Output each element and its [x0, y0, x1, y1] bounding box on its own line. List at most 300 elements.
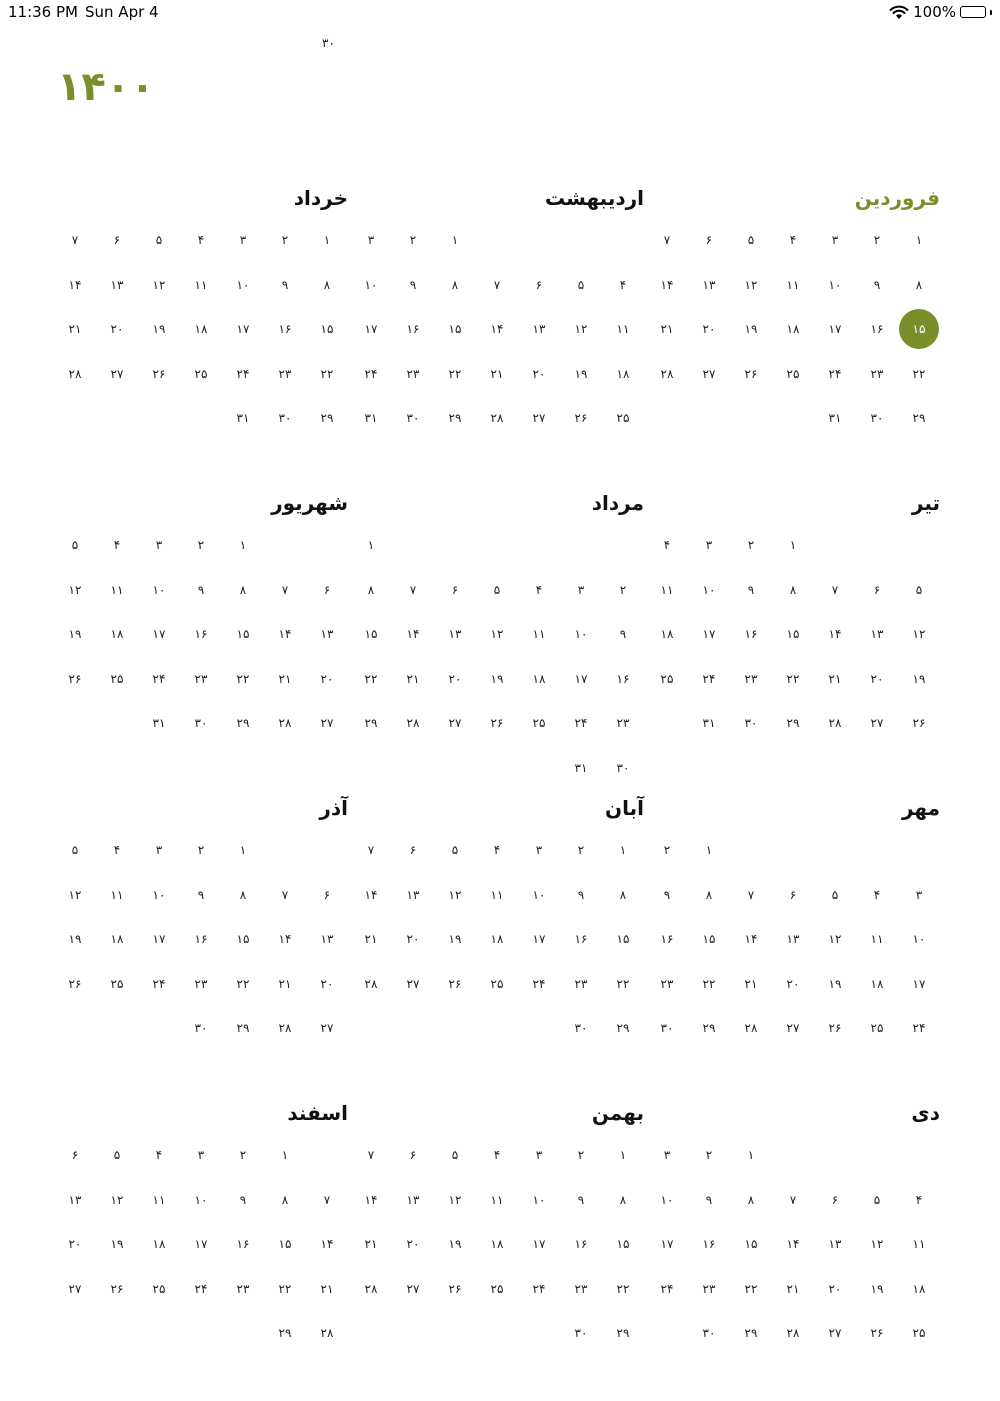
day-cell[interactable]: ۸	[619, 887, 627, 902]
day-cell[interactable]: ۱۹	[744, 322, 758, 336]
day-cell[interactable]: ۱۹	[870, 1281, 884, 1296]
day-cell[interactable]: ۲۹	[616, 1326, 630, 1340]
day-cell[interactable]: ۴	[113, 538, 121, 552]
day-cell[interactable]: ۱۴	[786, 1237, 800, 1251]
day-cell[interactable]: ۹	[239, 1192, 247, 1207]
day-cell[interactable]: ۱۰	[532, 1192, 546, 1207]
day-cell[interactable]: ۱	[239, 538, 247, 552]
day-cell[interactable]: ۱۴	[320, 1237, 334, 1251]
day-cell[interactable]: ۳۰	[278, 411, 292, 425]
day-cell[interactable]: ۱۷	[364, 322, 378, 336]
day-cell[interactable]: ۲۸	[278, 716, 292, 730]
day-cell[interactable]: ۲	[577, 843, 585, 857]
day-cell[interactable]: ۱۵	[786, 627, 800, 641]
day-cell[interactable]: ۲۸	[786, 1326, 800, 1340]
day-cell[interactable]: ۳۱	[152, 716, 166, 730]
day-cell[interactable]: ۱۶	[194, 932, 208, 946]
day-cell[interactable]: ۲	[197, 843, 205, 857]
day-cell[interactable]: ۳۱	[364, 411, 378, 425]
day-cell[interactable]: ۹	[409, 277, 417, 292]
day-cell[interactable]: ۱۰	[828, 277, 842, 292]
day-cell[interactable]: ۲۱	[828, 671, 842, 686]
day-cell[interactable]: ۲۷	[870, 716, 884, 730]
day-cell[interactable]: ۲۵	[660, 671, 674, 686]
day-cell[interactable]: ۲۵	[490, 1281, 504, 1296]
day-cell[interactable]: ۷	[831, 582, 839, 597]
day-cell[interactable]: ۲۶	[574, 411, 588, 425]
day-cell[interactable]: ۲۴	[574, 716, 588, 730]
day-cell[interactable]: ۱۶	[236, 1237, 250, 1251]
day-cell[interactable]: ۱۸	[870, 976, 884, 991]
day-cell[interactable]: ۵	[577, 277, 585, 292]
day-cell[interactable]: ۲۱	[406, 671, 420, 686]
day-cell[interactable]: ۱۵	[236, 932, 250, 946]
day-cell[interactable]: ۱۸	[912, 1281, 926, 1296]
day-cell[interactable]: ۲۵	[490, 976, 504, 991]
day-cell[interactable]: ۳	[197, 1148, 205, 1162]
day-cell[interactable]: ۳	[705, 538, 713, 552]
day-cell[interactable]: ۱۲	[912, 627, 926, 641]
day-cell[interactable]: ۲۹	[236, 1021, 250, 1035]
day-cell[interactable]: ۱۹	[152, 322, 166, 336]
day-cell[interactable]: ۲۴	[364, 366, 378, 381]
day-cell[interactable]: ۲۹	[702, 1021, 716, 1035]
day-cell[interactable]: ۲۸	[744, 1021, 758, 1035]
day-cell[interactable]: ۹	[747, 582, 755, 597]
day-cell[interactable]: ۳۰	[616, 760, 630, 775]
day-cell[interactable]: ۱۵	[616, 1237, 630, 1251]
day-cell[interactable]: ۲۷	[448, 716, 462, 730]
day-cell[interactable]: ۹	[577, 887, 585, 902]
day-cell[interactable]: ۱۵	[364, 627, 378, 641]
day-cell[interactable]: ۴	[789, 233, 797, 247]
day-cell[interactable]: ۲۸	[320, 1326, 334, 1340]
day-cell[interactable]: ۳۱	[574, 760, 588, 775]
day-cell[interactable]: ۳۱	[236, 411, 250, 425]
day-cell[interactable]: ۴	[915, 1192, 923, 1207]
day-cell[interactable]: ۶	[535, 277, 543, 292]
day-cell[interactable]: ۵	[493, 582, 501, 597]
day-cell[interactable]: ۲۳	[278, 366, 292, 381]
day-cell[interactable]: ۲۴	[702, 671, 716, 686]
day-cell[interactable]: ۲۱	[68, 322, 82, 336]
day-cell[interactable]: ۲	[409, 233, 417, 247]
day-cell[interactable]: ۱	[367, 538, 375, 552]
day-cell[interactable]: ۲۸	[660, 366, 674, 381]
day-cell[interactable]: ۱۵	[236, 627, 250, 641]
day-cell[interactable]: ۱۶	[406, 322, 420, 336]
day-cell[interactable]: ۱۶	[870, 322, 884, 336]
day-cell[interactable]: ۱۶	[660, 932, 674, 946]
day-cell[interactable]: ۱۷	[152, 627, 166, 641]
day-cell[interactable]: ۱۰	[660, 1192, 674, 1207]
day-cell[interactable]: ۲۳	[236, 1281, 250, 1296]
day-cell[interactable]: ۲۸	[828, 716, 842, 730]
day-cell[interactable]: ۱۶	[574, 932, 588, 946]
day-cell[interactable]: ۱۰	[194, 1192, 208, 1207]
day-cell[interactable]: ۲	[281, 233, 289, 247]
day-cell[interactable]: ۴	[873, 887, 881, 902]
day-cell[interactable]: ۲۳	[406, 366, 420, 381]
day-cell[interactable]: ۱۲	[448, 1192, 462, 1207]
day-cell[interactable]: ۷	[323, 1192, 331, 1207]
day-cell[interactable]: ۹	[197, 582, 205, 597]
day-cell[interactable]: ۳۰	[194, 1021, 208, 1035]
day-cell[interactable]: ۱۸	[660, 627, 674, 641]
day-cell[interactable]: ۸	[367, 582, 375, 597]
day-cell[interactable]: ۱۱	[490, 1192, 504, 1207]
day-cell[interactable]: ۲۶	[912, 716, 926, 730]
day-cell[interactable]: ۸	[281, 1192, 289, 1207]
day-cell[interactable]: ۲۹	[448, 411, 462, 425]
day-cell[interactable]: ۱۲	[68, 582, 82, 597]
day-cell[interactable]: ۱۳	[406, 1192, 420, 1207]
day-cell[interactable]: ۲۵	[870, 1021, 884, 1035]
day-cell[interactable]: ۲۷	[406, 976, 420, 991]
day-cell[interactable]: ۱۶	[616, 671, 630, 686]
day-cell[interactable]: ۲۹	[744, 1326, 758, 1340]
day-cell[interactable]: ۱۳	[828, 1237, 842, 1251]
day-cell[interactable]: ۱۶	[278, 322, 292, 336]
day-cell[interactable]: ۶	[71, 1148, 79, 1162]
day-cell[interactable]: ۲۶	[152, 366, 166, 381]
day-cell[interactable]: ۱۰	[152, 582, 166, 597]
day-cell[interactable]: ۲	[577, 1148, 585, 1162]
day-cell[interactable]: ۲۷	[828, 1326, 842, 1340]
day-cell[interactable]: ۸	[239, 582, 247, 597]
day-cell[interactable]: ۱۱	[110, 887, 124, 902]
day-cell[interactable]: ۲۴	[152, 671, 166, 686]
day-cell[interactable]: ۵	[451, 843, 459, 857]
day-cell[interactable]: ۳۰	[574, 1326, 588, 1340]
day-cell[interactable]: ۱۲	[152, 277, 166, 292]
day-cell[interactable]: ۲۶	[744, 366, 758, 381]
day-cell[interactable]: ۲۵	[194, 366, 208, 381]
day-cell[interactable]: ۲	[619, 582, 627, 597]
day-cell[interactable]: ۱۶	[574, 1237, 588, 1251]
day-cell[interactable]: ۱۹	[68, 627, 82, 641]
day-cell[interactable]: ۵	[155, 233, 163, 247]
day-cell[interactable]: ۲۹	[364, 716, 378, 730]
day-cell[interactable]: ۱۴	[364, 887, 378, 902]
day-cell[interactable]: ۱	[619, 843, 627, 857]
day-cell[interactable]: ۵	[71, 538, 79, 552]
day-cell[interactable]: ۲۴	[532, 976, 546, 991]
day-cell[interactable]: ۱	[619, 1148, 627, 1162]
day-cell[interactable]: ۳۰	[660, 1021, 674, 1035]
day-cell[interactable]: ۲۷	[320, 716, 334, 730]
day-cell[interactable]: ۲۴	[532, 1281, 546, 1296]
day-cell[interactable]: ۱۲	[744, 277, 758, 292]
day-cell[interactable]: ۲۷	[786, 1021, 800, 1035]
day-cell[interactable]: ۲۵	[110, 671, 124, 686]
day-cell[interactable]: ۶	[323, 582, 331, 597]
day-cell[interactable]: ۲۵	[786, 366, 800, 381]
day-cell[interactable]: ۶	[873, 582, 881, 597]
day-cell[interactable]: ۱۹	[68, 932, 82, 946]
day-cell[interactable]: ۱۴	[406, 627, 420, 641]
day-cell[interactable]: ۲۹	[786, 716, 800, 730]
day-cell[interactable]: ۲۴	[194, 1281, 208, 1296]
day-cell[interactable]: ۷	[789, 1192, 797, 1207]
day-cell[interactable]: ۲۲	[786, 671, 800, 686]
day-cell[interactable]: ۱۸	[110, 627, 124, 641]
day-cell[interactable]: ۱۰	[574, 627, 588, 641]
day-cell[interactable]: ۳	[155, 538, 163, 552]
day-cell[interactable]: ۲۵	[532, 716, 546, 730]
day-cell[interactable]: ۲۳	[660, 976, 674, 991]
day-cell[interactable]: ۲	[239, 1148, 247, 1162]
day-cell[interactable]: ۷	[367, 1148, 375, 1162]
day-cell[interactable]: ۱۳	[870, 627, 884, 641]
day-cell[interactable]: ۱۱	[660, 582, 674, 597]
day-cell[interactable]: ۲۳	[744, 671, 758, 686]
day-cell[interactable]: ۲۸	[364, 976, 378, 991]
day-cell[interactable]: ۲۸	[490, 411, 504, 425]
day-cell[interactable]: ۳	[239, 233, 247, 247]
day-cell[interactable]: ۲۱	[490, 366, 504, 381]
day-cell[interactable]: ۹	[619, 627, 627, 641]
day-cell[interactable]: ۱۰	[532, 887, 546, 902]
day-cell[interactable]: ۴	[493, 843, 501, 857]
day-cell[interactable]: ۱۶	[194, 627, 208, 641]
day-cell[interactable]: ۱۶	[744, 627, 758, 641]
day-cell[interactable]: ۲۳	[616, 716, 630, 730]
day-cell[interactable]: ۲۲	[702, 976, 716, 991]
day-cell[interactable]: ۲۳	[702, 1281, 716, 1296]
day-cell[interactable]: ۲۰	[448, 671, 462, 686]
day-cell[interactable]: ۶	[789, 887, 797, 902]
day-cell[interactable]: ۵	[831, 887, 839, 902]
day-cell[interactable]: ۲۶	[110, 1281, 124, 1296]
day-cell[interactable]: ۱۳	[110, 277, 124, 292]
day-cell[interactable]: ۱۴	[68, 277, 82, 292]
day-cell[interactable]: ۲۶	[870, 1326, 884, 1340]
day-cell[interactable]: ۶	[323, 887, 331, 902]
day-cell[interactable]: ۲۷	[406, 1281, 420, 1296]
day-cell[interactable]: ۵	[915, 582, 923, 597]
day-cell[interactable]: ۳	[535, 843, 543, 857]
day-cell[interactable]: ۲۰	[320, 976, 334, 991]
day-cell[interactable]: ۵	[873, 1192, 881, 1207]
day-cell[interactable]: ۲۲	[616, 1281, 630, 1296]
day-cell[interactable]: ۳۱	[702, 716, 716, 730]
day-cell[interactable]: ۱	[239, 843, 247, 857]
day-cell[interactable]: ۱۱	[194, 277, 208, 292]
day-cell[interactable]: ۷	[71, 233, 79, 247]
day-cell[interactable]: ۱۸	[532, 671, 546, 686]
day-cell[interactable]: ۱۳	[532, 322, 546, 336]
day-cell[interactable]: ۱۴	[660, 277, 674, 292]
day-cell[interactable]: ۲۹	[616, 1021, 630, 1035]
day-cell[interactable]: ۱۰	[236, 277, 250, 292]
day-cell[interactable]: ۲۷	[320, 1021, 334, 1035]
day-cell[interactable]: ۸	[705, 887, 713, 902]
day-cell[interactable]: ۵	[451, 1148, 459, 1162]
day-cell[interactable]: ۸	[619, 1192, 627, 1207]
day-cell[interactable]: ۲۴	[236, 366, 250, 381]
day-cell[interactable]: ۲	[747, 538, 755, 552]
day-cell[interactable]: ۲۲	[236, 976, 250, 991]
day-cell[interactable]: ۲۲	[616, 976, 630, 991]
day-cell[interactable]: ۱۰	[152, 887, 166, 902]
day-cell[interactable]: ۲۵	[110, 976, 124, 991]
day-cell[interactable]: ۳۰	[406, 411, 420, 425]
day-cell[interactable]: ۴	[155, 1148, 163, 1162]
day-cell[interactable]: ۹	[705, 1192, 713, 1207]
day-cell[interactable]: ۲۳	[194, 671, 208, 686]
day-cell[interactable]: ۱۱	[532, 627, 546, 641]
day-cell[interactable]: ۲۰	[786, 976, 800, 991]
day-cell[interactable]: ۱۴	[278, 627, 292, 641]
day-cell[interactable]: ۸	[239, 887, 247, 902]
day-cell[interactable]: ۱۵	[616, 932, 630, 946]
day-cell[interactable]: ۲۸	[364, 1281, 378, 1296]
day-cell[interactable]: ۲۸	[68, 366, 82, 381]
day-cell[interactable]: ۲۳	[574, 976, 588, 991]
day-cell[interactable]: ۱۹	[448, 1237, 462, 1251]
day-cell[interactable]: ۲۲	[744, 1281, 758, 1296]
day-cell[interactable]: ۳	[915, 887, 923, 902]
day-cell[interactable]: ۱۳	[702, 277, 716, 292]
day-cell[interactable]: ۱۴	[744, 932, 758, 946]
day-cell[interactable]: ۱۴	[364, 1192, 378, 1207]
day-cell[interactable]: ۱۸	[490, 1237, 504, 1251]
day-cell[interactable]: ۲۰	[406, 1237, 420, 1251]
day-cell[interactable]: ۲۷	[68, 1281, 82, 1296]
day-cell[interactable]: ۱۱	[490, 887, 504, 902]
day-cell[interactable]: ۱۴	[828, 627, 842, 641]
day-cell[interactable]: ۷	[281, 582, 289, 597]
day-cell[interactable]: ۶	[831, 1192, 839, 1207]
day-cell[interactable]: ۲۱	[660, 322, 674, 336]
day-cell[interactable]: ۱	[281, 1148, 289, 1162]
day-cell[interactable]: ۲۵	[152, 1281, 166, 1296]
day-cell[interactable]: ۳۰	[870, 411, 884, 425]
day-cell[interactable]: ۷	[281, 887, 289, 902]
day-cell[interactable]: ۴	[535, 582, 543, 597]
day-cell[interactable]: ۱۱	[110, 582, 124, 597]
day-cell[interactable]: ۱۲	[828, 932, 842, 946]
day-cell[interactable]: ۱۱	[616, 322, 630, 336]
day-cell[interactable]: ۱۷	[532, 932, 546, 946]
day-cell[interactable]: ۱۹	[828, 976, 842, 991]
day-cell[interactable]: ۱۷	[574, 671, 588, 686]
day-cell[interactable]: ۳	[367, 233, 375, 247]
day-cell[interactable]: ۴	[197, 233, 205, 247]
day-cell[interactable]: ۲۲	[364, 671, 378, 686]
day-cell[interactable]: ۳	[663, 1148, 671, 1162]
day-cell[interactable]: ۱۷	[660, 1237, 674, 1251]
day-cell[interactable]: ۲۸	[278, 1021, 292, 1035]
day-cell[interactable]: ۱۸	[616, 366, 630, 381]
day-cell[interactable]: ۲۹	[320, 411, 334, 425]
day-cell[interactable]: ۲۱	[278, 671, 292, 686]
day-cell[interactable]: ۶	[113, 233, 121, 247]
day-cell[interactable]: ۲۰	[320, 671, 334, 686]
day-cell[interactable]: ۲	[705, 1148, 713, 1162]
day-cell[interactable]: ۱۰	[364, 277, 378, 292]
day-cell[interactable]: ۱۷	[828, 322, 842, 336]
day-cell[interactable]: ۱۹	[448, 932, 462, 946]
day-cell[interactable]: ۴	[493, 1148, 501, 1162]
day-cell[interactable]: ۱۱	[786, 277, 800, 292]
day-cell[interactable]: ۲۳	[194, 976, 208, 991]
day-cell[interactable]: ۳۱	[828, 411, 842, 425]
day-cell[interactable]: ۱۱	[870, 932, 884, 946]
day-cell[interactable]: ۸	[915, 277, 923, 292]
day-cell[interactable]: ۱۱	[152, 1192, 166, 1207]
day-cell[interactable]: ۸	[789, 582, 797, 597]
day-cell[interactable]: ۷	[493, 277, 501, 292]
day-cell[interactable]: ۱۳	[406, 887, 420, 902]
day-cell[interactable]: ۲	[873, 233, 881, 247]
day-cell[interactable]: ۲۲	[320, 366, 334, 381]
day-cell[interactable]: ۲۰	[702, 322, 716, 336]
day-cell[interactable]: ۲	[197, 538, 205, 552]
day-cell[interactable]: ۱	[915, 233, 923, 247]
day-cell[interactable]: ۱۷	[194, 1237, 208, 1251]
day-cell[interactable]: ۱۳	[786, 932, 800, 946]
day-cell[interactable]: ۲۱	[786, 1281, 800, 1296]
day-cell[interactable]: ۵	[113, 1148, 121, 1162]
day-cell[interactable]: ۲	[663, 843, 671, 857]
day-cell[interactable]: ۲۱	[744, 976, 758, 991]
day-cell[interactable]: ۳۰	[194, 716, 208, 730]
day-cell[interactable]: ۹	[873, 277, 881, 292]
day-cell[interactable]: ۲۶	[448, 1281, 462, 1296]
day-cell[interactable]: ۱۴	[278, 932, 292, 946]
day-cell[interactable]: ۳۰	[574, 1021, 588, 1035]
day-cell[interactable]: ۱۸	[194, 322, 208, 336]
day-cell[interactable]: ۱۲	[490, 627, 504, 641]
day-cell[interactable]: ۲۱	[278, 976, 292, 991]
day-cell[interactable]: ۲۰	[828, 1281, 842, 1296]
day-cell[interactable]: ۷	[367, 843, 375, 857]
day-cell[interactable]: ۱۶	[702, 1237, 716, 1251]
day-cell[interactable]: ۱۲	[870, 1237, 884, 1251]
day-cell[interactable]: ۲۲	[912, 366, 926, 381]
day-cell[interactable]: ۱۵	[320, 322, 334, 336]
day-cell[interactable]: ۲۳	[870, 366, 884, 381]
day-cell[interactable]: ۱۹	[110, 1237, 124, 1251]
day-cell[interactable]: ۲۳	[574, 1281, 588, 1296]
day-cell[interactable]: ۲۵	[912, 1326, 926, 1340]
day-cell[interactable]: ۶	[409, 1148, 417, 1162]
day-cell[interactable]: ۷	[747, 887, 755, 902]
day-cell[interactable]: ۹	[577, 1192, 585, 1207]
day-cell[interactable]: ۱۵	[278, 1237, 292, 1251]
day-cell[interactable]: ۶	[409, 843, 417, 857]
day-cell[interactable]: ۲۰	[68, 1237, 82, 1251]
day-cell[interactable]: ۷	[663, 233, 671, 247]
day-cell[interactable]: ۳	[155, 843, 163, 857]
day-cell[interactable]: ۱۵	[448, 322, 462, 336]
day-cell[interactable]: ۳	[831, 233, 839, 247]
day-cell[interactable]: ۲۱	[364, 932, 378, 946]
day-cell[interactable]: ۱۷	[702, 627, 716, 641]
day-cell[interactable]: ۸	[747, 1192, 755, 1207]
day-cell[interactable]: ۱	[705, 843, 713, 857]
day-cell[interactable]: ۲۶	[828, 1021, 842, 1035]
day-cell[interactable]: ۲۵	[616, 411, 630, 425]
day-cell[interactable]: ۲۲	[448, 366, 462, 381]
day-cell[interactable]: ۲۹	[236, 716, 250, 730]
day-cell[interactable]: ۲۶	[68, 976, 82, 991]
day-cell[interactable]: ۴	[113, 843, 121, 857]
day-cell[interactable]: ۸	[323, 277, 331, 292]
day-cell[interactable]: ۸	[451, 277, 459, 292]
